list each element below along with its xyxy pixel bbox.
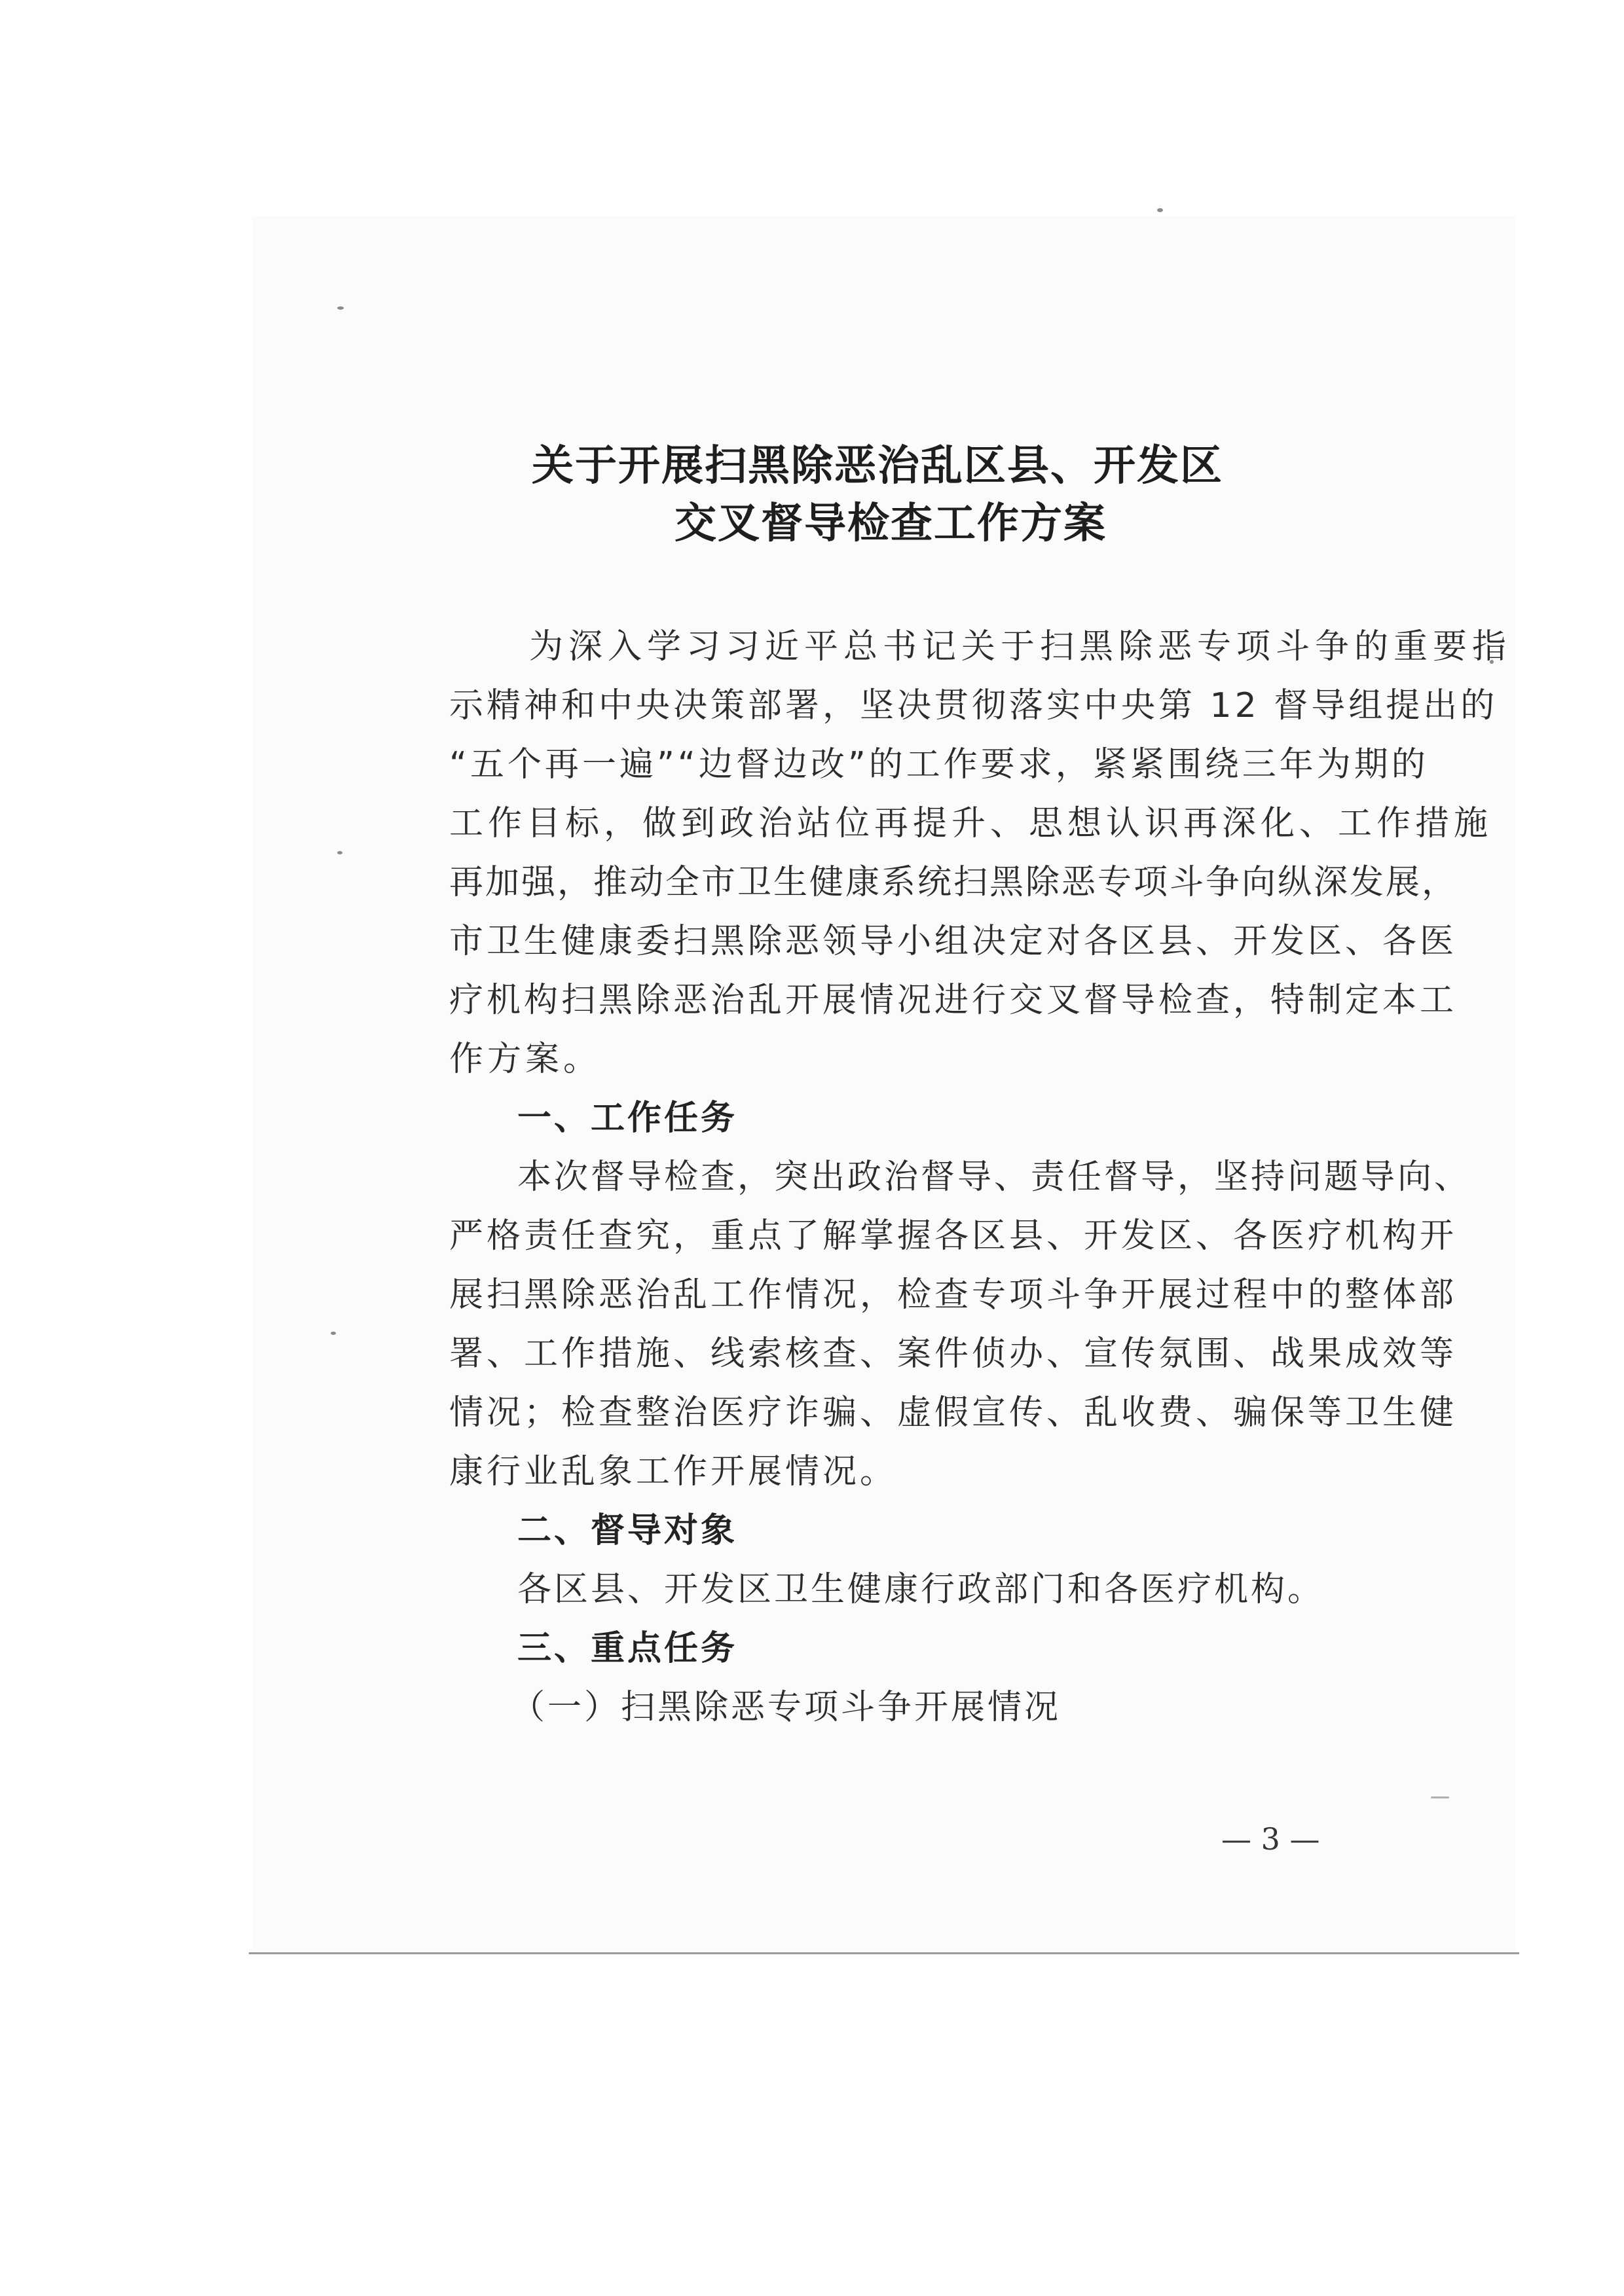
- intro-line: 工作目标，做到政治站位再提升、思想认识再深化、工作措施: [449, 804, 1493, 843]
- section-heading-work-tasks: 一、工作任务: [517, 1099, 738, 1138]
- section-1-line: 本次督导检查，突出政治督导、责任督导，坚持问题导向、: [517, 1157, 1471, 1197]
- page-number: — 3 —: [1221, 1821, 1320, 1857]
- scan-speck: [337, 306, 344, 310]
- scan-speck: [1431, 1796, 1449, 1798]
- section-3-subheading: （一）扫黑除恶专项斗争开展情况: [511, 1688, 1061, 1727]
- scan-speck: [337, 851, 342, 854]
- intro-line: 市卫生健康委扫黑除恶领导小组决定对各区县、开发区、各医: [449, 922, 1458, 961]
- intro-line: “五个再一遍”“边督边改”的工作要求，紧紧围绕三年为期的: [449, 745, 1429, 784]
- section-1-line: 康行业乱象工作开展情况。: [449, 1452, 898, 1491]
- scan-speck: [1157, 208, 1163, 212]
- intro-line: 再加强，推动全市卫生健康系统扫黑除恶专项斗争向纵深发展，: [449, 863, 1458, 902]
- intro-line: 作方案。: [449, 1040, 602, 1079]
- paper-bottom-edge: [249, 1952, 1519, 1954]
- document-title-line-2: 交叉督导检查工作方案: [674, 499, 1107, 548]
- section-1-line: 严格责任查究，重点了解掌握各区县、开发区、各医疗机构开: [449, 1216, 1458, 1256]
- section-2-text: 各区县、开发区卫生健康行政部门和各医疗机构。: [517, 1570, 1325, 1609]
- intro-line: 为深入学习习近平总书记关于扫黑除恶专项斗争的重要指: [529, 627, 1512, 666]
- section-heading-supervision-targets: 二、督导对象: [517, 1511, 738, 1550]
- intro-line: 示精神和中央决策部署，坚决贯彻落实中央第 12 督导组提出的: [449, 686, 1498, 725]
- section-1-line: 署、工作措施、线索核查、案件侦办、宣传氛围、战果成效等: [449, 1334, 1458, 1374]
- section-1-line: 情况；检查整治医疗诈骗、虚假宣传、乱收费、骗保等卫生健: [449, 1393, 1458, 1432]
- section-heading-key-tasks: 三、重点任务: [517, 1629, 738, 1668]
- document-title-line-1: 关于开展扫黑除恶治乱区县、开发区: [532, 441, 1223, 490]
- intro-line: 疗机构扫黑除恶治乱开展情况进行交叉督导检查，特制定本工: [449, 981, 1458, 1020]
- section-1-line: 展扫黑除恶治乱工作情况，检查专项斗争开展过程中的整体部: [449, 1275, 1458, 1315]
- scan-speck: [331, 1332, 336, 1335]
